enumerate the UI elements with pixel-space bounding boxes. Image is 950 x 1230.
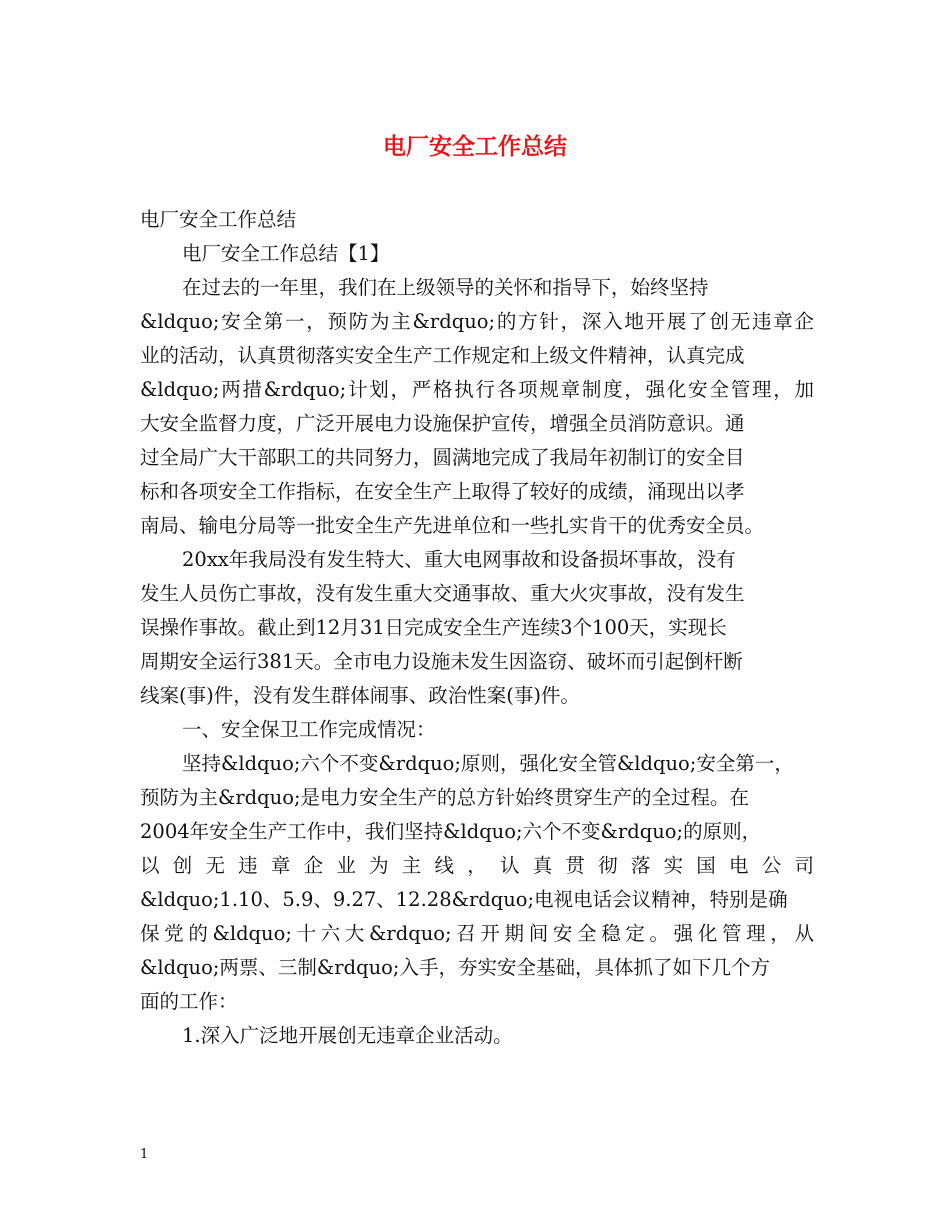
paragraph-line: 20xx年我局没有发生特大、重大电网事故和设备损坏事故，没有 [182,548,736,571]
paragraph-line: 面的工作： [140,990,238,1013]
section-heading-line: 一、安全保卫工作完成情况： [182,718,436,741]
paragraph-line: 发生人员伤亡事故，没有发生重大交通事故、重大火灾事故，没有发生 [140,582,745,605]
paragraph-line: 周期安全运行381天。全市电力设施未发生因盗窃、破坏而引起倒杆断 [140,650,743,673]
paragraph-line: 业的活动，认真贯彻落实安全生产工作规定和上级文件精神，认真完成 [140,344,745,367]
heading-line: 电厂安全工作总结 [140,208,297,231]
document-body [140,203,814,1053]
paragraph-line: 标和各项安全工作指标，在安全生产上取得了较好的成绩，涌现出以孝 [140,480,745,503]
paragraph-line: 线案(事)件，没有发生群体闹事、政治性案(事)件。 [140,684,580,707]
paragraph-line: 2004年安全生产工作中，我们坚持&ldquo;六个不变&rdquo;的原则， [140,820,762,843]
paragraph-line: 过全局广大干部职工的共同努力，圆满地完成了我局年初制订的安全目 [140,446,745,469]
paragraph-line: &ldquo;两票、三制&rdquo;入手，夯实安全基础，具体抓了如下几个方 [140,956,770,979]
paragraph-line: &ldquo;两措&rdquo;计划，严格执行各项规章制度，强化安全管理，加 [140,378,814,401]
paragraph-line: 以创无违章企业为主线，认真贯彻落实国电公司 [140,854,814,877]
paragraph-line: 大安全监督力度，广泛开展电力设施保护宣传，增强全员消防意识。通 [140,412,745,435]
paragraph-line: 预防为主&rdquo;是电力安全生产的总方针始终贯穿生产的全过程。在 [140,786,750,809]
page-number: 1 [140,1147,149,1162]
paragraph-line: &ldquo;1.10、5.9、9.27、12.28&rdquo;电视电话会议精神，特别是确 [140,888,788,911]
paragraph-line: 坚持&ldquo;六个不变&rdquo;原则，强化安全管&ldquo;安全第一， [182,752,794,775]
paragraph-line: &ldquo;安全第一，预防为主&rdquo;的方针，深入地开展了创无违章企 [140,310,814,333]
document-title: 电厂安全工作总结 [383,134,567,160]
list-item-line: 1.深入广泛地开展创无违章企业活动。 [182,1024,513,1047]
paragraph-line: 南局、输电分局等一批安全生产先进单位和一些扎实肯干的优秀安全员。 [140,514,765,537]
paragraph-line: 在过去的一年里，我们在上级领导的关怀和指导下，始终坚持 [182,276,709,299]
paragraph-line: 误操作事故。截止到12月31日完成安全生产连续3个100天，实现长 [140,616,727,639]
subheading-line: 电厂安全工作总结【1】 [182,242,390,265]
paragraph-line: 保党的&ldquo;十六大&rdquo;召开期间安全稳定。强化管理，从 [140,922,814,945]
